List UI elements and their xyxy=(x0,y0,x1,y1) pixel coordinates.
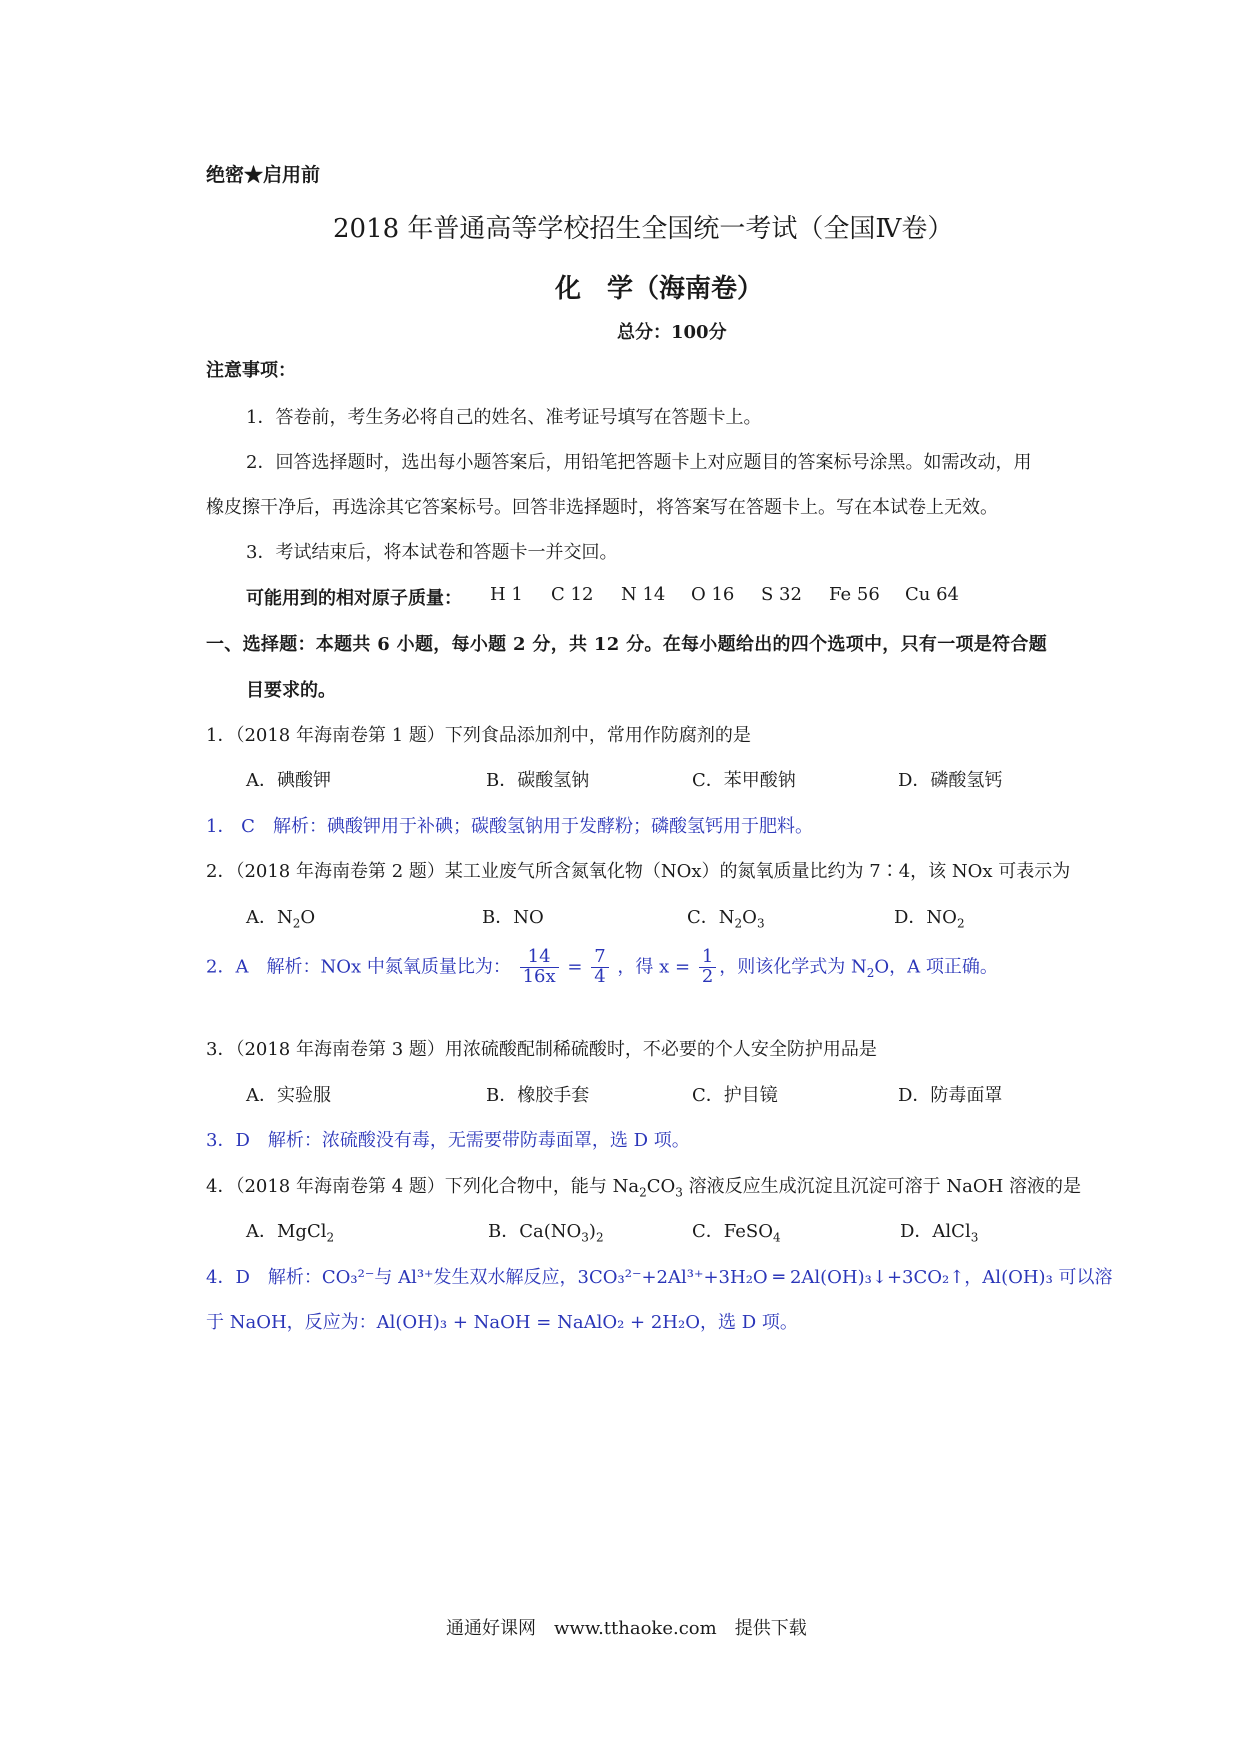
q3-option-d: D．防毒面罩 xyxy=(898,1085,1003,1106)
q2-answer-prefix: 2．A 解析：NOx 中氮氧质量比为： xyxy=(206,956,511,978)
q1-option-d: D．磷酸氢钙 xyxy=(898,770,1003,791)
note-1: 1．答卷前，考生务必将自己的姓名、准考证号填写在答题卡上。 xyxy=(246,407,762,428)
q4-option-d: D．AlCl$_3$ xyxy=(900,1221,979,1245)
q3-answer: 3．D 解析：浓硫酸没有毒，无需要带防毒面罩，选 D 项。 xyxy=(206,1130,690,1151)
section-1-heading: 一、选择题：本题共 6 小题，每小题 2 分，共 12 分。在每小题给出的四个选项中，只有一项是符合题 xyxy=(206,634,1047,655)
q2-option-d: D．$NO_2$ xyxy=(894,907,965,931)
q2-answer-end: O，A 项正确。 xyxy=(874,956,998,978)
q2-option-c: C．$N_2O_3$ xyxy=(687,907,765,931)
subject-title: 化 学（海南卷） xyxy=(555,274,764,304)
q4-option-b: B．$Ca(NO_3)_2$ xyxy=(488,1221,604,1245)
q1-option-b: B．碳酸氢钠 xyxy=(486,770,590,791)
notes-heading: 注意事项： xyxy=(206,360,296,381)
exam-title: 2018 年普通高等学校招生全国统一考试（全国Ⅳ卷） xyxy=(333,214,954,244)
q1-option-c: C．苯甲酸钠 xyxy=(692,770,796,791)
note-2b: 橡皮擦干净后，再选涂其它答案标号。回答非选择题时，将答案写在答题卡上。写在本试卷上无效。 xyxy=(206,497,998,518)
fraction-1-2: $\frac{1}{2}$ xyxy=(699,948,716,987)
q2-answer-suffix: ，则该化学式为 N xyxy=(719,956,867,978)
footer-credit: 通通好课网 www.tthaoke.com 提供下载 xyxy=(446,1618,807,1639)
total-score: 总分：100分 xyxy=(617,322,727,343)
note-3: 3．考试结束后，将本试卷和答题卡一并交回。 xyxy=(246,542,618,563)
note-2a: 2．回答选择题时，选出每小题答案后，用铅笔把答题卡上对应题目的答案标号涂黑。如需改动，用 xyxy=(246,452,1032,473)
mass-label: 可能用到的相对原子质量： xyxy=(246,588,462,609)
mass-s: S 32 xyxy=(761,584,802,605)
fraction-14-16x: $\frac{14}{16x}$ xyxy=(520,948,559,987)
q3-option-c: C．护目镜 xyxy=(692,1085,778,1106)
mass-fe: Fe 56 xyxy=(829,584,880,605)
q1-stem: 1．（2018 年海南卷第 1 题）下列食品添加剂中，常用作防腐剂的是 xyxy=(206,725,751,746)
section-1-heading-cont: 目要求的。 xyxy=(246,680,336,701)
q4-answer-line2: 于 NaOH，反应为：Al(OH)₃ + NaOH = NaAlO₂ + 2H₂O，选 D 项。 xyxy=(206,1312,798,1333)
q2-answer-mid: ，得 x = xyxy=(617,956,691,978)
mass-n: N 14 xyxy=(621,584,666,605)
q1-option-a: A．碘酸钾 xyxy=(246,770,331,791)
equals-sign: = xyxy=(567,956,583,978)
mass-o: O 16 xyxy=(691,584,735,605)
q2-answer: 2．A 解析：NOx 中氮氧质量比为： $\frac{14}{16x}$ = $\frac{7}{4}$ ，得 x = $\frac{1}{2}$ ，则该化学式为 $N_2O$，A 项正确。 xyxy=(206,946,998,987)
mass-c: C 12 xyxy=(551,584,594,605)
q4-option-c: C．FeSO$_4$ xyxy=(692,1221,781,1245)
q4-stem: 4．（2018 年海南卷第 4 题）下列化合物中，能与 $Na_2CO_3$ 溶液反应生成沉淀且沉淀可溶于 NaOH 溶液的是 xyxy=(206,1176,1082,1200)
q3-option-a: A．实验服 xyxy=(246,1085,331,1106)
fraction-7-4: $\frac{7}{4}$ xyxy=(591,948,608,987)
mass-h: H 1 xyxy=(490,584,523,605)
q3-stem: 3．（2018 年海南卷第 3 题）用浓硫酸配制稀硫酸时，不必要的个人安全防护用品是 xyxy=(206,1039,877,1060)
q1-answer: 1． C 解析：碘酸钾用于补碘；碳酸氢钠用于发酵粉；磷酸氢钙用于肥料。 xyxy=(206,816,813,837)
q4-answer-line1: 4．D 解析：CO₃²⁻与 Al³⁺发生双水解反应，3CO₃²⁻+2Al³⁺+3H₂O ═ 2Al(OH)₃↓+3CO₂↑，Al(OH)₃ 可以溶 xyxy=(206,1267,1113,1288)
q4-option-a: A．MgCl$_2$ xyxy=(246,1221,335,1245)
q3-option-b: B．橡胶手套 xyxy=(486,1085,590,1106)
q2-stem: 2．（2018 年海南卷第 2 题）某工业废气所含氮氧化物（NOx）的氮氧质量比约为 7∶4，该 NOx 可表示为 xyxy=(206,861,1071,882)
q2-option-a: A．$N_2O$ xyxy=(246,907,316,931)
q2-option-b: B．NO xyxy=(482,907,544,928)
secret-label: 绝密★启用前 xyxy=(206,164,321,186)
mass-cu: Cu 64 xyxy=(905,584,959,605)
